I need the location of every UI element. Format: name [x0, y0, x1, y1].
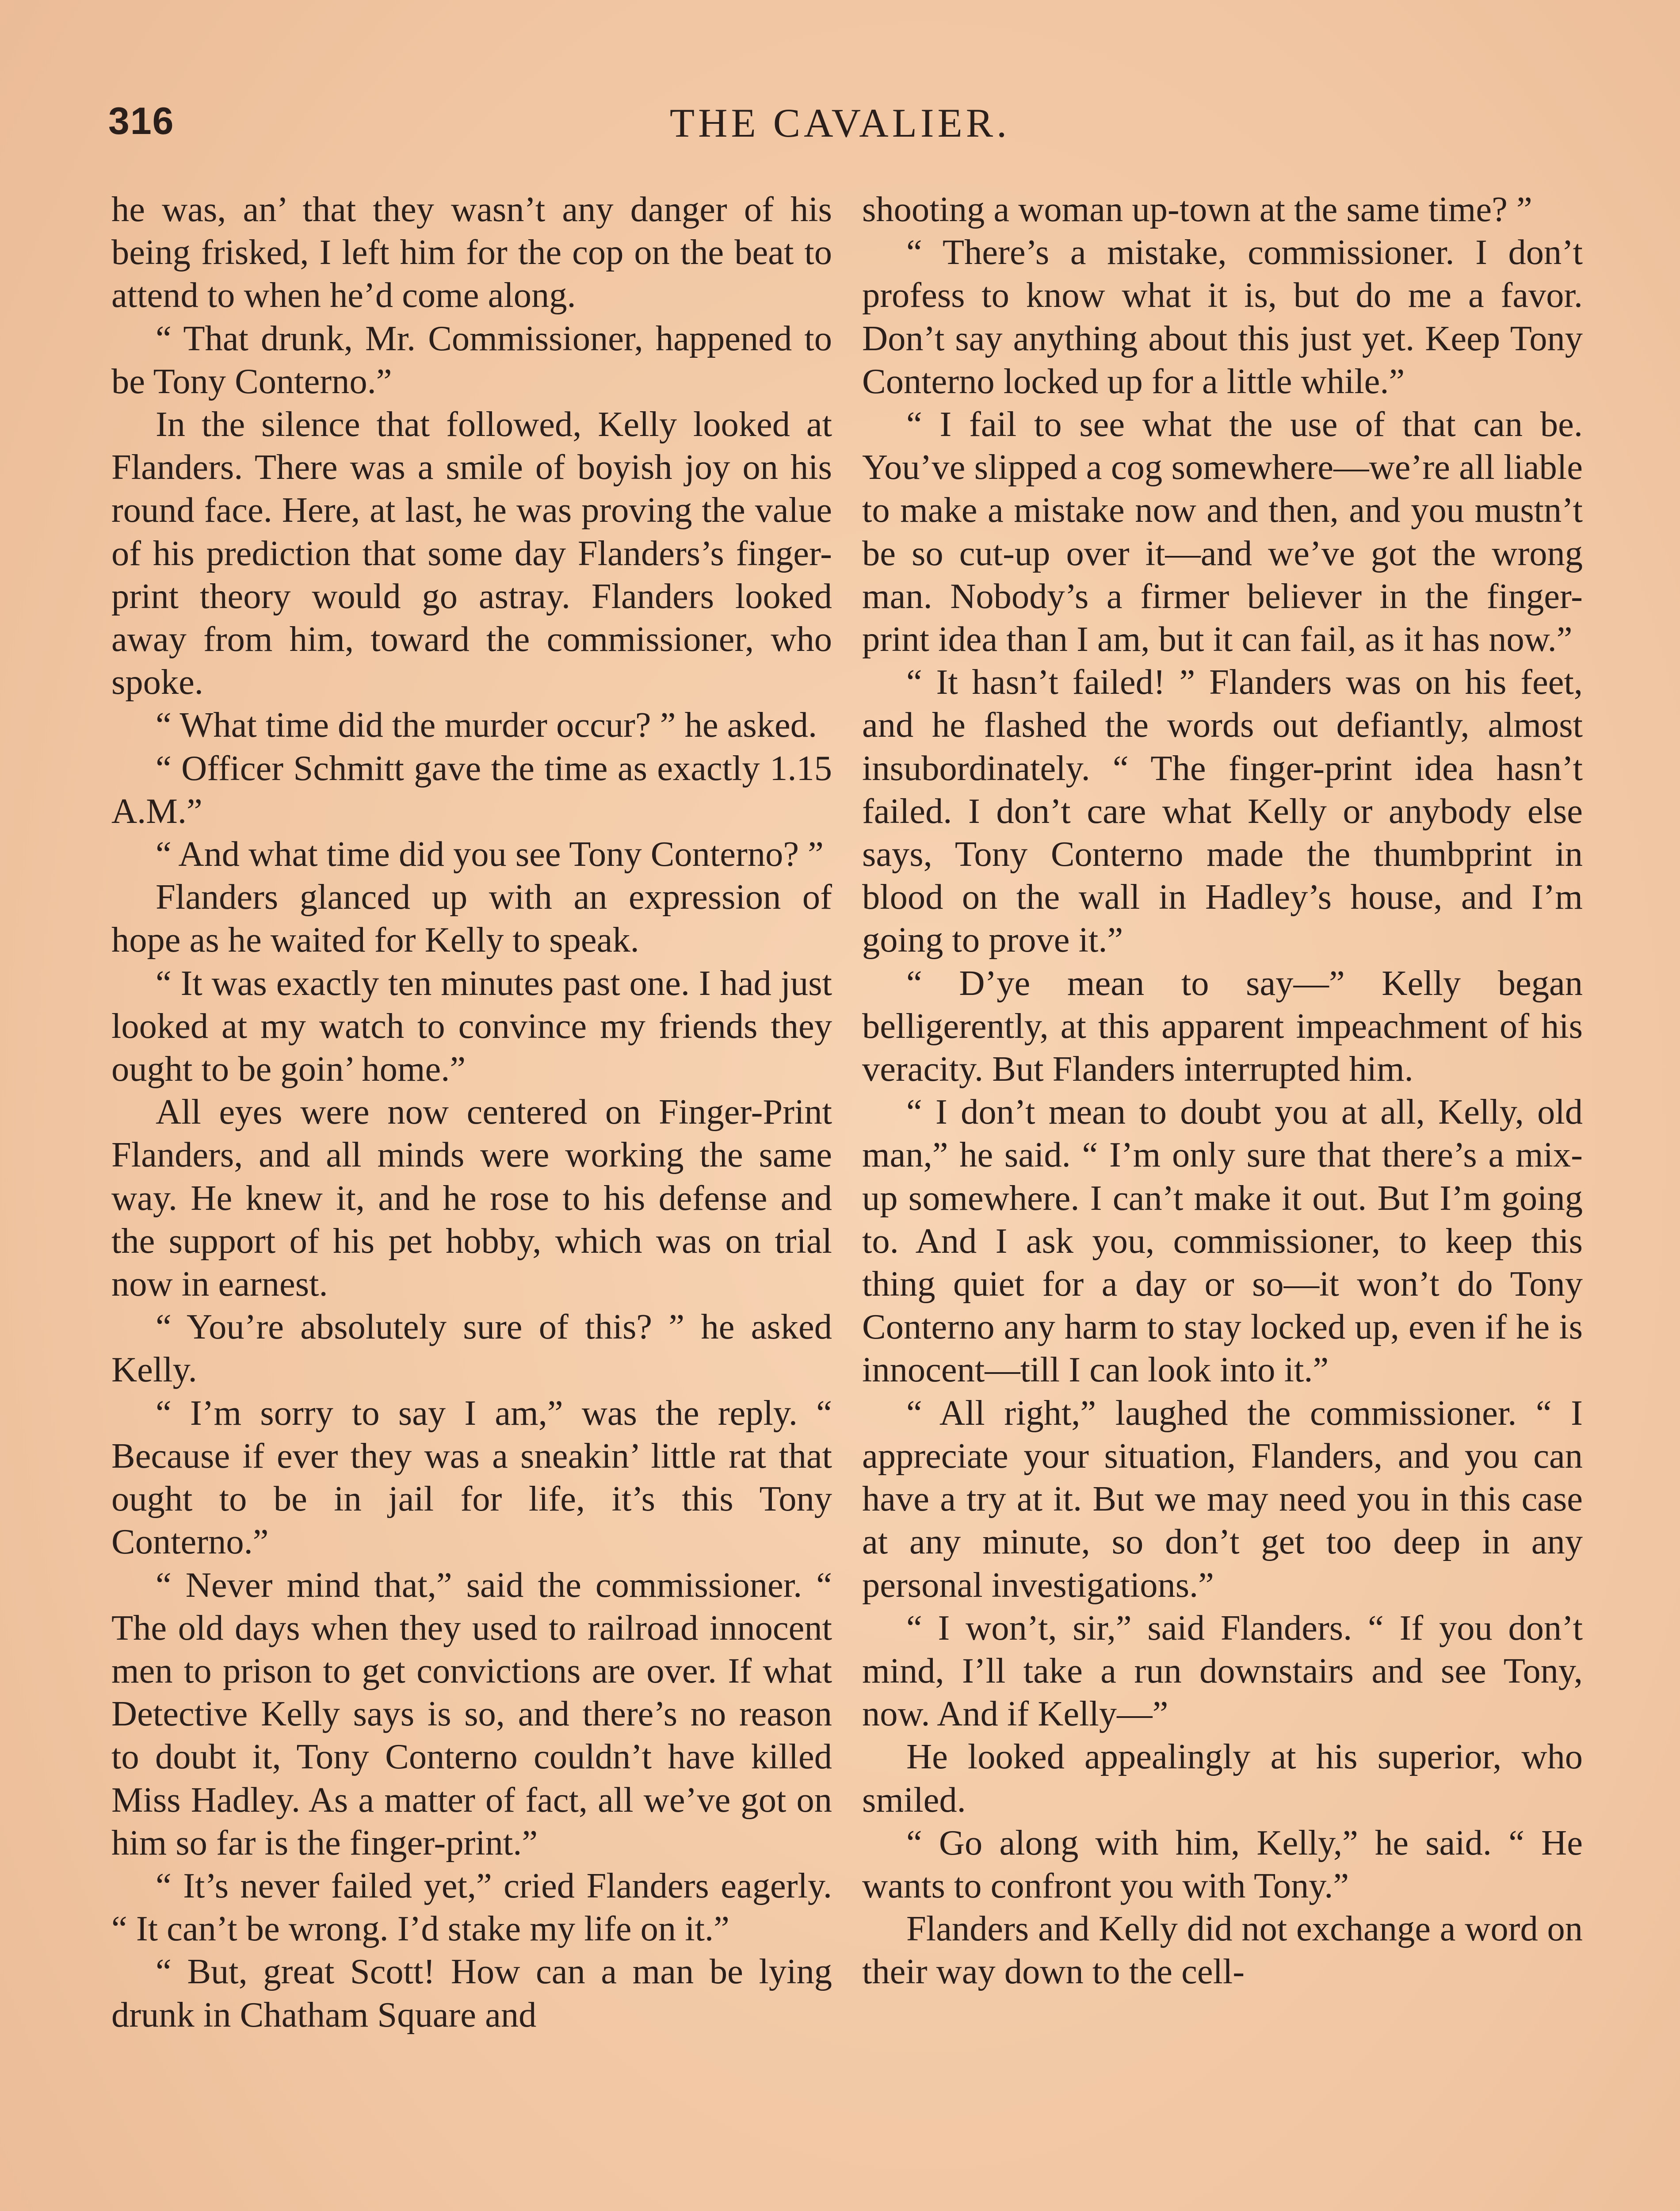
paragraph: “ You’re absolutely sure of this? ” he asked Kelly.	[111, 1307, 832, 1390]
paragraph: “ It’s never failed yet,” cried Flanders eagerly. “ It can’t be wrong. I’d stake my life on it.”	[111, 1866, 832, 1949]
paragraph: All eyes were now centered on Finger-Print Flanders, and all minds were working the same way. He knew it, and he rose to his defense and the support of his pet hobby, which was on trial now in earnest.	[111, 1092, 832, 1304]
paragraph: he was, an’ that they wasn’t any danger of his being frisked, I left him for the cop on the beat to attend to when he’d come along.	[111, 190, 832, 315]
paragraph: “ I don’t mean to doubt you at all, Kelly, old man,” he said. “ I’m only sure that there’s a mix-up somewhere. I can’t make it out. But I’m going to. And I ask you, commissioner, to keep this thing quiet for a day or so—it won’t do Tony Conterno any harm to stay locked up, even if he is innocent—till I can look into it.”	[862, 1092, 1583, 1390]
paragraph: “ That drunk, Mr. Commissioner, happened to be Tony Conterno.”	[111, 318, 832, 401]
paragraph: In the silence that followed, Kelly looked at Flanders. There was a smile of boyish joy on his round face. Here, at last, he was proving the value of his prediction that some day Flanders’s finger-print theory would go astray. Flanders looked away from him, toward the commissioner, who spoke.	[111, 405, 832, 702]
paragraph: “ It hasn’t failed! ” Flanders was on his feet, and he flashed the words out defiantly, almost insubordinately. “ The finger-print idea hasn’t failed. I don’t care what Kelly or anybody else says, Tony Conterno made the thumbprint in blood on the wall in Hadley’s house, and I’m going to prove it.”	[862, 662, 1583, 960]
paragraph: “ But, great Scott! How can a man be lying drunk in Chatham Square and	[111, 1952, 832, 2035]
paragraph: shooting a woman up-town at the same time? ”	[862, 190, 1532, 229]
paragraph: “ Go along with him, Kelly,” he said. “ He wants to confront you with Tony.”	[862, 1823, 1583, 1905]
paragraph: “ All right,” laughed the commissioner. “ I appreciate your situation, Flanders, and you can have a try at it. But we may need you in this case at any minute, so don’t get too deep in any personal investigations.”	[862, 1393, 1583, 1605]
paragraph: He looked appealingly at his superior, who smiled.	[862, 1737, 1583, 1820]
paragraph: “ There’s a mistake, commissioner. I don’t profess to know what it is, but do me a favor. Don’t say anything about this just yet. Keep Tony Conterno locked up for a little while.”	[862, 233, 1583, 401]
paragraph: “ Never mind that,” said the commissioner. “ The old days when they used to railroad innocent men to prison to get convictions are over. If what Detective Kelly says is so, and there’s no reason to doubt it, Tony Conterno couldn’t have killed Miss Hadley. As a matter of fact, all we’ve got on him so far is the finger-print.”	[111, 1565, 832, 1863]
paragraph: “ I fail to see what the use of that can be. You’ve slipped a cog somewhere—we’re all liable to make a mistake now and then, and you mustn’t be so cut-up over it—and we’ve got the wrong man. Nobody’s a firmer believer in the finger-print idea than I am, but it can fail, as it has now.”	[862, 405, 1583, 659]
paragraph: “ I’m sorry to say I am,” was the reply. “ Because if ever they was a sneakin’ little rat that ought to be in jail for life, it’s this Tony Conterno.”	[111, 1393, 832, 1562]
paragraph: “ D’ye mean to say—” Kelly began belligerently, at this apparent impeachment of his veracity. But Flanders interrupted him.	[862, 963, 1583, 1089]
paragraph: Flanders glanced up with an expression of hope as he waited for Kelly to speak.	[111, 877, 832, 960]
page-number: 316	[108, 100, 175, 142]
right-column	[862, 188, 1583, 1993]
left-column	[111, 188, 832, 2036]
paragraph: “ And what time did you see Tony Conterno? ”	[156, 834, 824, 874]
paragraph: “ It was exactly ten minutes past one. I had just looked at my watch to convince my friends they ought to be goin’ home.”	[111, 963, 832, 1089]
paragraph: Flanders and Kelly did not exchange a word on their way down to the cell-	[862, 1909, 1583, 1992]
paragraph: “ I won’t, sir,” said Flanders. “ If you don’t mind, I’ll take a run downstairs and see Tony, now. And if Kelly—”	[862, 1608, 1583, 1734]
paragraph: “ Officer Schmitt gave the time as exactly 1.15 A.M.”	[111, 748, 832, 831]
running-head: THE CAVALIER.	[669, 100, 1011, 145]
page-header	[108, 99, 1572, 148]
paragraph: “ What time did the murder occur? ” he asked.	[156, 705, 817, 745]
